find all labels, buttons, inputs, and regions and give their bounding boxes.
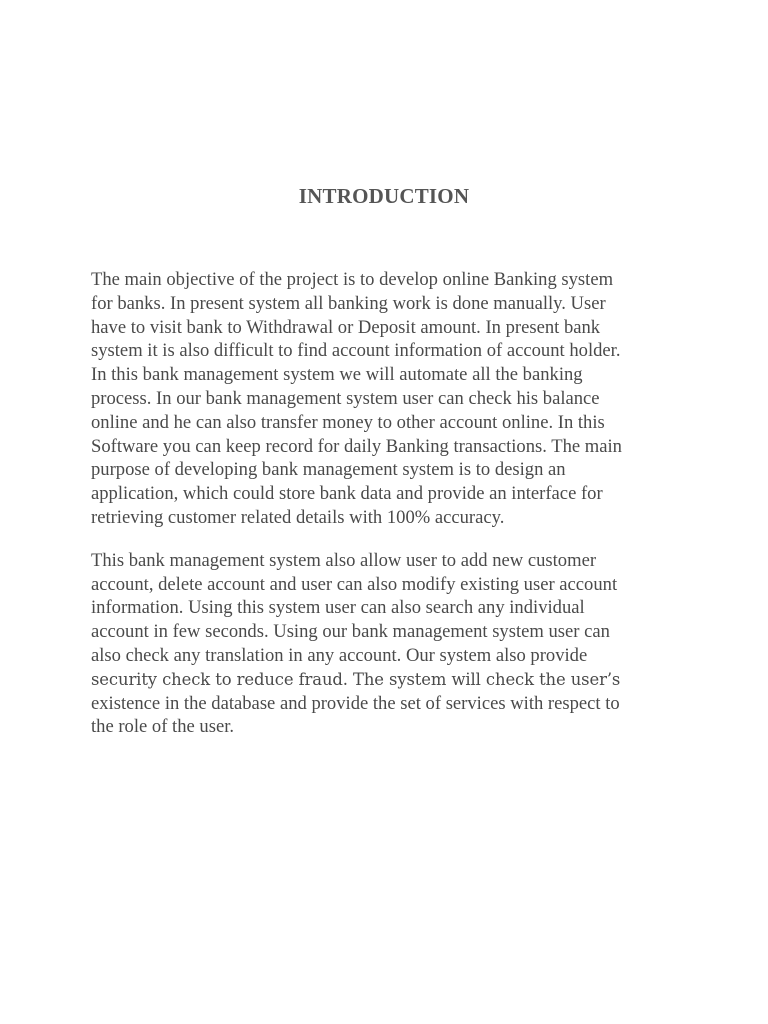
paragraph-line: retrieving customer related details with 100% accuracy. xyxy=(91,506,505,528)
paragraph-line: The main objective of the project is to develop online Banking system xyxy=(91,269,614,290)
paragraph-line: Software you can keep record for daily Banking transactions. The main xyxy=(91,435,622,457)
paragraph-line: application, which could store bank data and provide an interface for xyxy=(91,483,603,505)
paragraph-line: also check any translation in any account. Our system also provide xyxy=(91,644,588,666)
paragraph-1 xyxy=(91,268,681,530)
page-heading: INTRODUCTION xyxy=(298,184,470,208)
paragraph-line: This bank management system also allow user to add new customer xyxy=(91,549,597,571)
paragraph-line: purpose of developing bank management system is to design an xyxy=(91,459,566,481)
paragraph-line: process. In our bank management system user can check his balance xyxy=(91,387,600,409)
paragraph-line: information. Using this system user can also search any individual xyxy=(91,597,585,619)
paragraph-line: online and he can also transfer money to other account online. In this xyxy=(91,411,605,433)
paragraph-line: security check to reduce fraud. The system will check the user’s xyxy=(91,669,621,689)
paragraph-line: account, delete account and user can also modify existing user account xyxy=(91,573,618,595)
paragraph-line: for banks. In present system all banking work is done manually. User xyxy=(91,292,606,314)
paragraph-2 xyxy=(91,549,681,739)
paragraph-line: existence in the database and provide the set of services with respect to xyxy=(91,692,620,714)
paragraph-line: the role of the user. xyxy=(91,716,235,738)
document-body xyxy=(91,268,681,739)
paragraph-line: In this bank management system we will automate all the banking xyxy=(91,364,583,386)
paragraph-line: system it is also difficult to find account information of account holder. xyxy=(91,340,621,362)
paragraph-line: have to visit bank to Withdrawal or Deposit amount. In present bank xyxy=(91,316,601,338)
paragraph-line: account in few seconds. Using our bank management system user can xyxy=(91,621,610,643)
